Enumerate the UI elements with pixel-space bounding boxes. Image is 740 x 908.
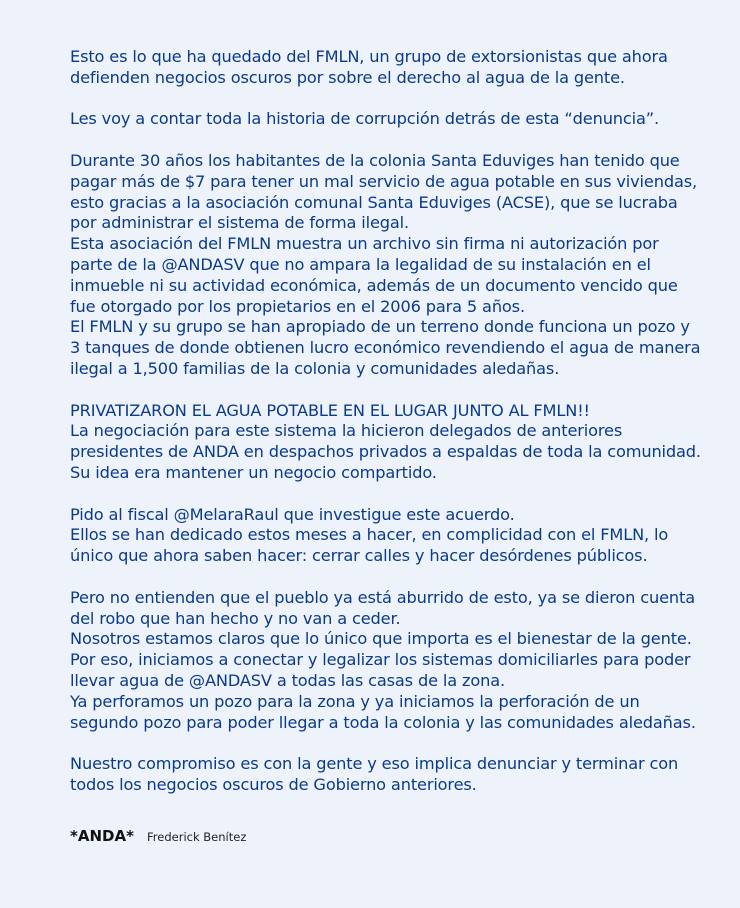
signature-name: Frederick Benítez [147, 830, 247, 844]
text-line: Su idea era mantener un negocio compartido. [70, 462, 437, 482]
text-line: Durante 30 años los habitantes de la colonia Santa Eduviges han tenido que [70, 150, 680, 170]
text-line: único que ahora saben hacer: cerrar calles y hacer desórdenes públicos. [70, 546, 648, 566]
paragraph-6 [70, 588, 710, 734]
text-line: Por eso, iniciamos a conectar y legalizar los sistemas domiciliarles para poder [70, 650, 691, 670]
text-line: Nosotros estamos claros que lo único que importa es el bienestar de la gente. [70, 629, 692, 649]
text-line: por administrar el sistema de forma ilegal. [70, 213, 409, 233]
text-line: Ya perforamos un pozo para la zona y ya iniciamos la perforación de un [70, 691, 640, 711]
text-line: pagar más de $7 para tener un mal servicio de agua potable en sus viviendas, [70, 171, 697, 191]
text-line: llevar agua de @ANDASV a todas las casas de la zona. [70, 670, 505, 690]
text-line: inmueble ni su actividad económica, además de un documento vencido que [70, 275, 678, 295]
text-line: Les voy a contar toda la historia de corrupción detrás de esta “denuncia”. [70, 109, 660, 129]
paragraph-1 [70, 47, 710, 89]
text-line: El FMLN y su grupo se han apropiado de un terreno donde funciona un pozo y [70, 317, 690, 337]
text-line: ilegal a 1,500 familias de la colonia y comunidades aledañas. [70, 358, 560, 378]
text-line: Esta asociación del FMLN muestra un archivo sin firma ni autorización por [70, 234, 659, 254]
text-line: Esto es lo que ha quedado del FMLN, un grupo de extorsionistas que ahora [70, 47, 668, 66]
signature-organization: *ANDA* [70, 827, 134, 845]
text-line: todos los negocios oscuros de Gobierno anteriores. [70, 774, 477, 794]
paragraph-3 [70, 151, 710, 380]
signature [70, 826, 246, 845]
text-line: PRIVATIZARON EL AGUA POTABLE EN EL LUGAR JUNTO AL FMLN!! [70, 400, 590, 420]
text-line: presidentes de ANDA en despachos privados a espaldas de toda la comunidad. [70, 442, 701, 462]
text-line: esto gracias a la asociación comunal Santa Eduviges (ACSE), que se lucraba [70, 192, 678, 212]
text-line: fue otorgado por los propietarios en el 2006 para 5 años. [70, 296, 525, 316]
text-line: parte de la @ANDASV que no ampara la legalidad de su instalación en el [70, 254, 651, 274]
text-line: Nuestro compromiso es con la gente y eso implica denunciar y terminar con [70, 754, 679, 774]
text-line: del robo que han hecho y no van a ceder. [70, 608, 401, 628]
paragraph-7 [70, 754, 710, 796]
statement-body [70, 47, 710, 816]
paragraph-4 [70, 401, 710, 484]
text-line: segundo pozo para poder llegar a toda la colonia y las comunidades aledañas. [70, 712, 696, 732]
text-line: 3 tanques de donde obtienen lucro económico revendiendo el agua de manera [70, 338, 701, 358]
text-line: defienden negocios oscuros por sobre el derecho al agua de la gente. [70, 67, 625, 87]
paragraph-5 [70, 505, 710, 567]
text-line: La negociación para este sistema la hicieron delegados de anteriores [70, 421, 623, 441]
text-line: Pido al fiscal @MelaraRaul que investigue este acuerdo. [70, 504, 515, 524]
text-line: Pero no entienden que el pueblo ya está aburrido de esto, ya se dieron cuenta [70, 587, 695, 607]
text-line: Ellos se han dedicado estos meses a hacer, en complicidad con el FMLN, lo [70, 525, 669, 545]
paragraph-2 [70, 109, 710, 130]
